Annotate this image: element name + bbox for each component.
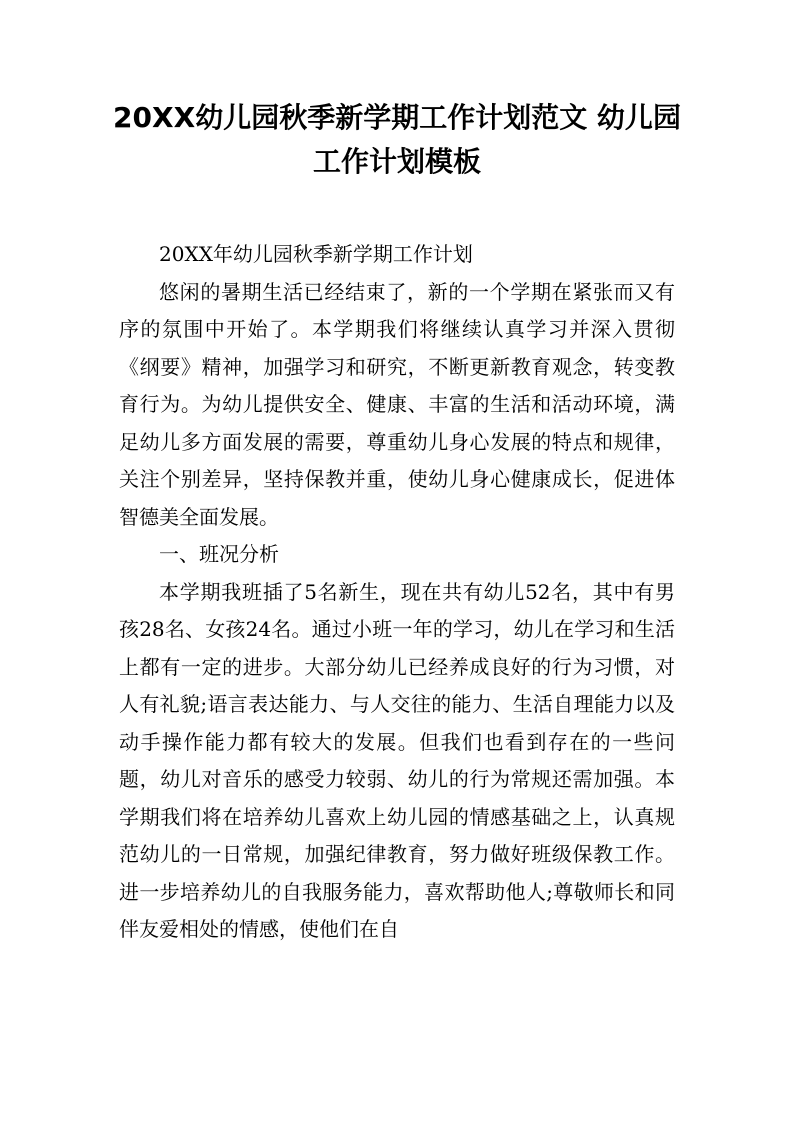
section-heading: 一、班况分析 (159, 542, 279, 566)
body-paragraph: 本学期我班插了5名新生，现在共有幼儿52名，其中有男孩28名、女孩24名。通过小班一年的学习，幼儿在学习和生活上都有一定的进步。大部分幼儿已经养成良好的行为习惯，对人有礼貌;语言表达能力、与人交往的能力、生活自理能力以及动手操作能力都有较大的发展。但我们也看到存在的一些问题，幼儿对音乐的感受力较弱、幼儿的行为常规还需加强。本学期我们将在培养幼儿喜欢上幼儿园的情感基础之上，认真规范幼儿的一日常规，加强纪律教育，努力做好班级保教工作。进一步培养幼儿的自我服务能力，喜欢帮助他人;尊敬师长和同伴友爱相处的情感，使他们在自 (119, 579, 675, 941)
document-title: 20XX幼儿园秋季新学期工作计划范文 幼儿园工作计划模板 (113, 101, 681, 178)
document-body (119, 236, 675, 949)
body-paragraph: 悠闲的暑期生活已经结束了，新的一个学期在紧张而又有序的氛围中开始了。本学期我们将继续认真学习并深入贯彻《纲要》精神，加强学习和研究，不断更新教育观念，转变教育行为。为幼儿提供安全、健康、丰富的生活和活动环境，满足幼儿多方面发展的需要，尊重幼儿身心发展的特点和规律，关注个别差异，坚持保教并重，使幼儿身心健康成长，促进体智德美全面发展。 (119, 279, 675, 529)
section-heading: 20XX年幼儿园秋季新学期工作计划 (159, 242, 473, 266)
